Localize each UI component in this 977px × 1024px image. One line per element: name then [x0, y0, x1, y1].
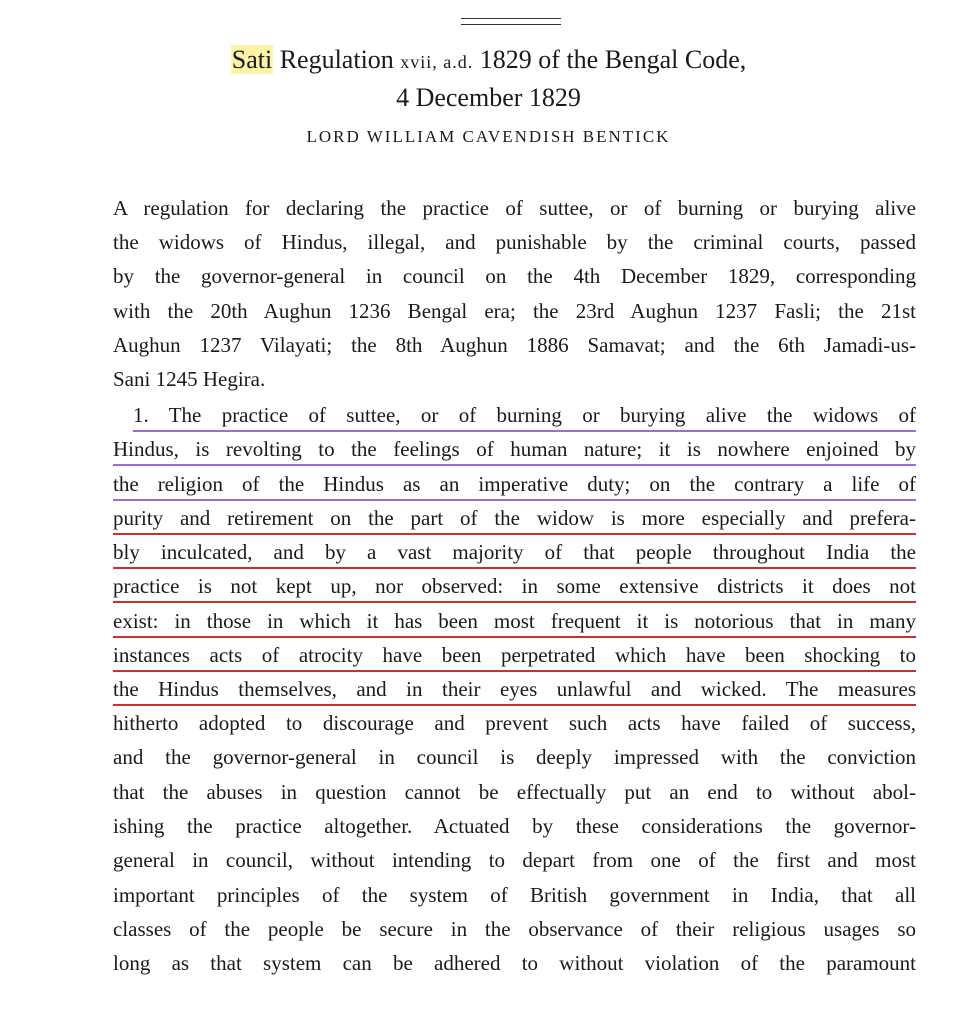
body-line: exist: in those in which it has been most frequent it is notorious that in many — [113, 606, 916, 638]
body-line: by the governor-general in council on the 4th December 1829, corresponding — [113, 264, 916, 288]
body-line: A regulation for declaring the practice of suttee, or of burning or burying alive — [113, 196, 916, 220]
highlighted-word-sati: Sati — [231, 45, 273, 74]
body-line: 1. The practice of suttee, or of burning or burying alive the widows of — [133, 400, 916, 432]
body-line: practice is not kept up, nor observed: in some extensive districts it does not — [113, 571, 916, 603]
body-line: with the 20th Aughun 1236 Bengal era; the 23rd Aughun 1237 Fasli; the 21st — [113, 299, 916, 323]
header-rule-top — [461, 18, 561, 19]
body-line: Aughun 1237 Vilayati; the 8th Aughun 1886 Samavat; and the 6th Jamadi-us- — [113, 333, 916, 357]
body-line: the religion of the Hindus as an imperative duty; on the contrary a life of — [113, 469, 916, 501]
body-line: general in council, without intending to depart from one of the first and most — [113, 848, 916, 872]
body-line: instances acts of atrocity have been perpetrated which have been shocking to — [113, 640, 916, 672]
title-text: Regulation — [273, 45, 401, 74]
body-line: important principles of the system of British government in India, that all — [113, 883, 916, 907]
document-title — [0, 42, 977, 80]
title-text-end: 1829 of the Bengal Code, — [473, 45, 747, 74]
body-line: Hindus, is revolting to the feelings of human nature; it is nowhere enjoined by — [113, 434, 916, 466]
body-line: bly inculcated, and by a vast majority of that people throughout India the — [113, 537, 916, 569]
header-rule-bottom — [461, 24, 561, 25]
body-line: Sani 1245 Hegira. — [113, 367, 266, 391]
body-line: hitherto adopted to discourage and prevent such acts have failed of success, — [113, 711, 916, 735]
document-date: 4 December 1829 — [396, 83, 581, 112]
body-line: ishing the practice altogether. Actuated by these considerations the governor- — [113, 814, 916, 838]
body-line: long as that system can be adhered to without violation of the paramount — [113, 951, 916, 975]
body-line: that the abuses in question cannot be effectually put an end to without abol- — [113, 780, 916, 804]
document-author: LORD WILLIAM CAVENDISH BENTICK — [306, 127, 671, 146]
body-line: classes of the people be secure in the observance of their religious usages so — [113, 917, 916, 941]
body-line: the Hindus themselves, and in their eyes unlawful and wicked. The measures — [113, 674, 916, 706]
body-line: purity and retirement on the part of the widow is more especially and prefera- — [113, 503, 916, 535]
body-line: the widows of Hindus, illegal, and punishable by the criminal courts, passed — [113, 230, 916, 254]
body-line: and the governor-general in council is deeply impressed with the conviction — [113, 745, 916, 769]
title-roman-numeral: xvii, a.d. — [400, 52, 474, 72]
